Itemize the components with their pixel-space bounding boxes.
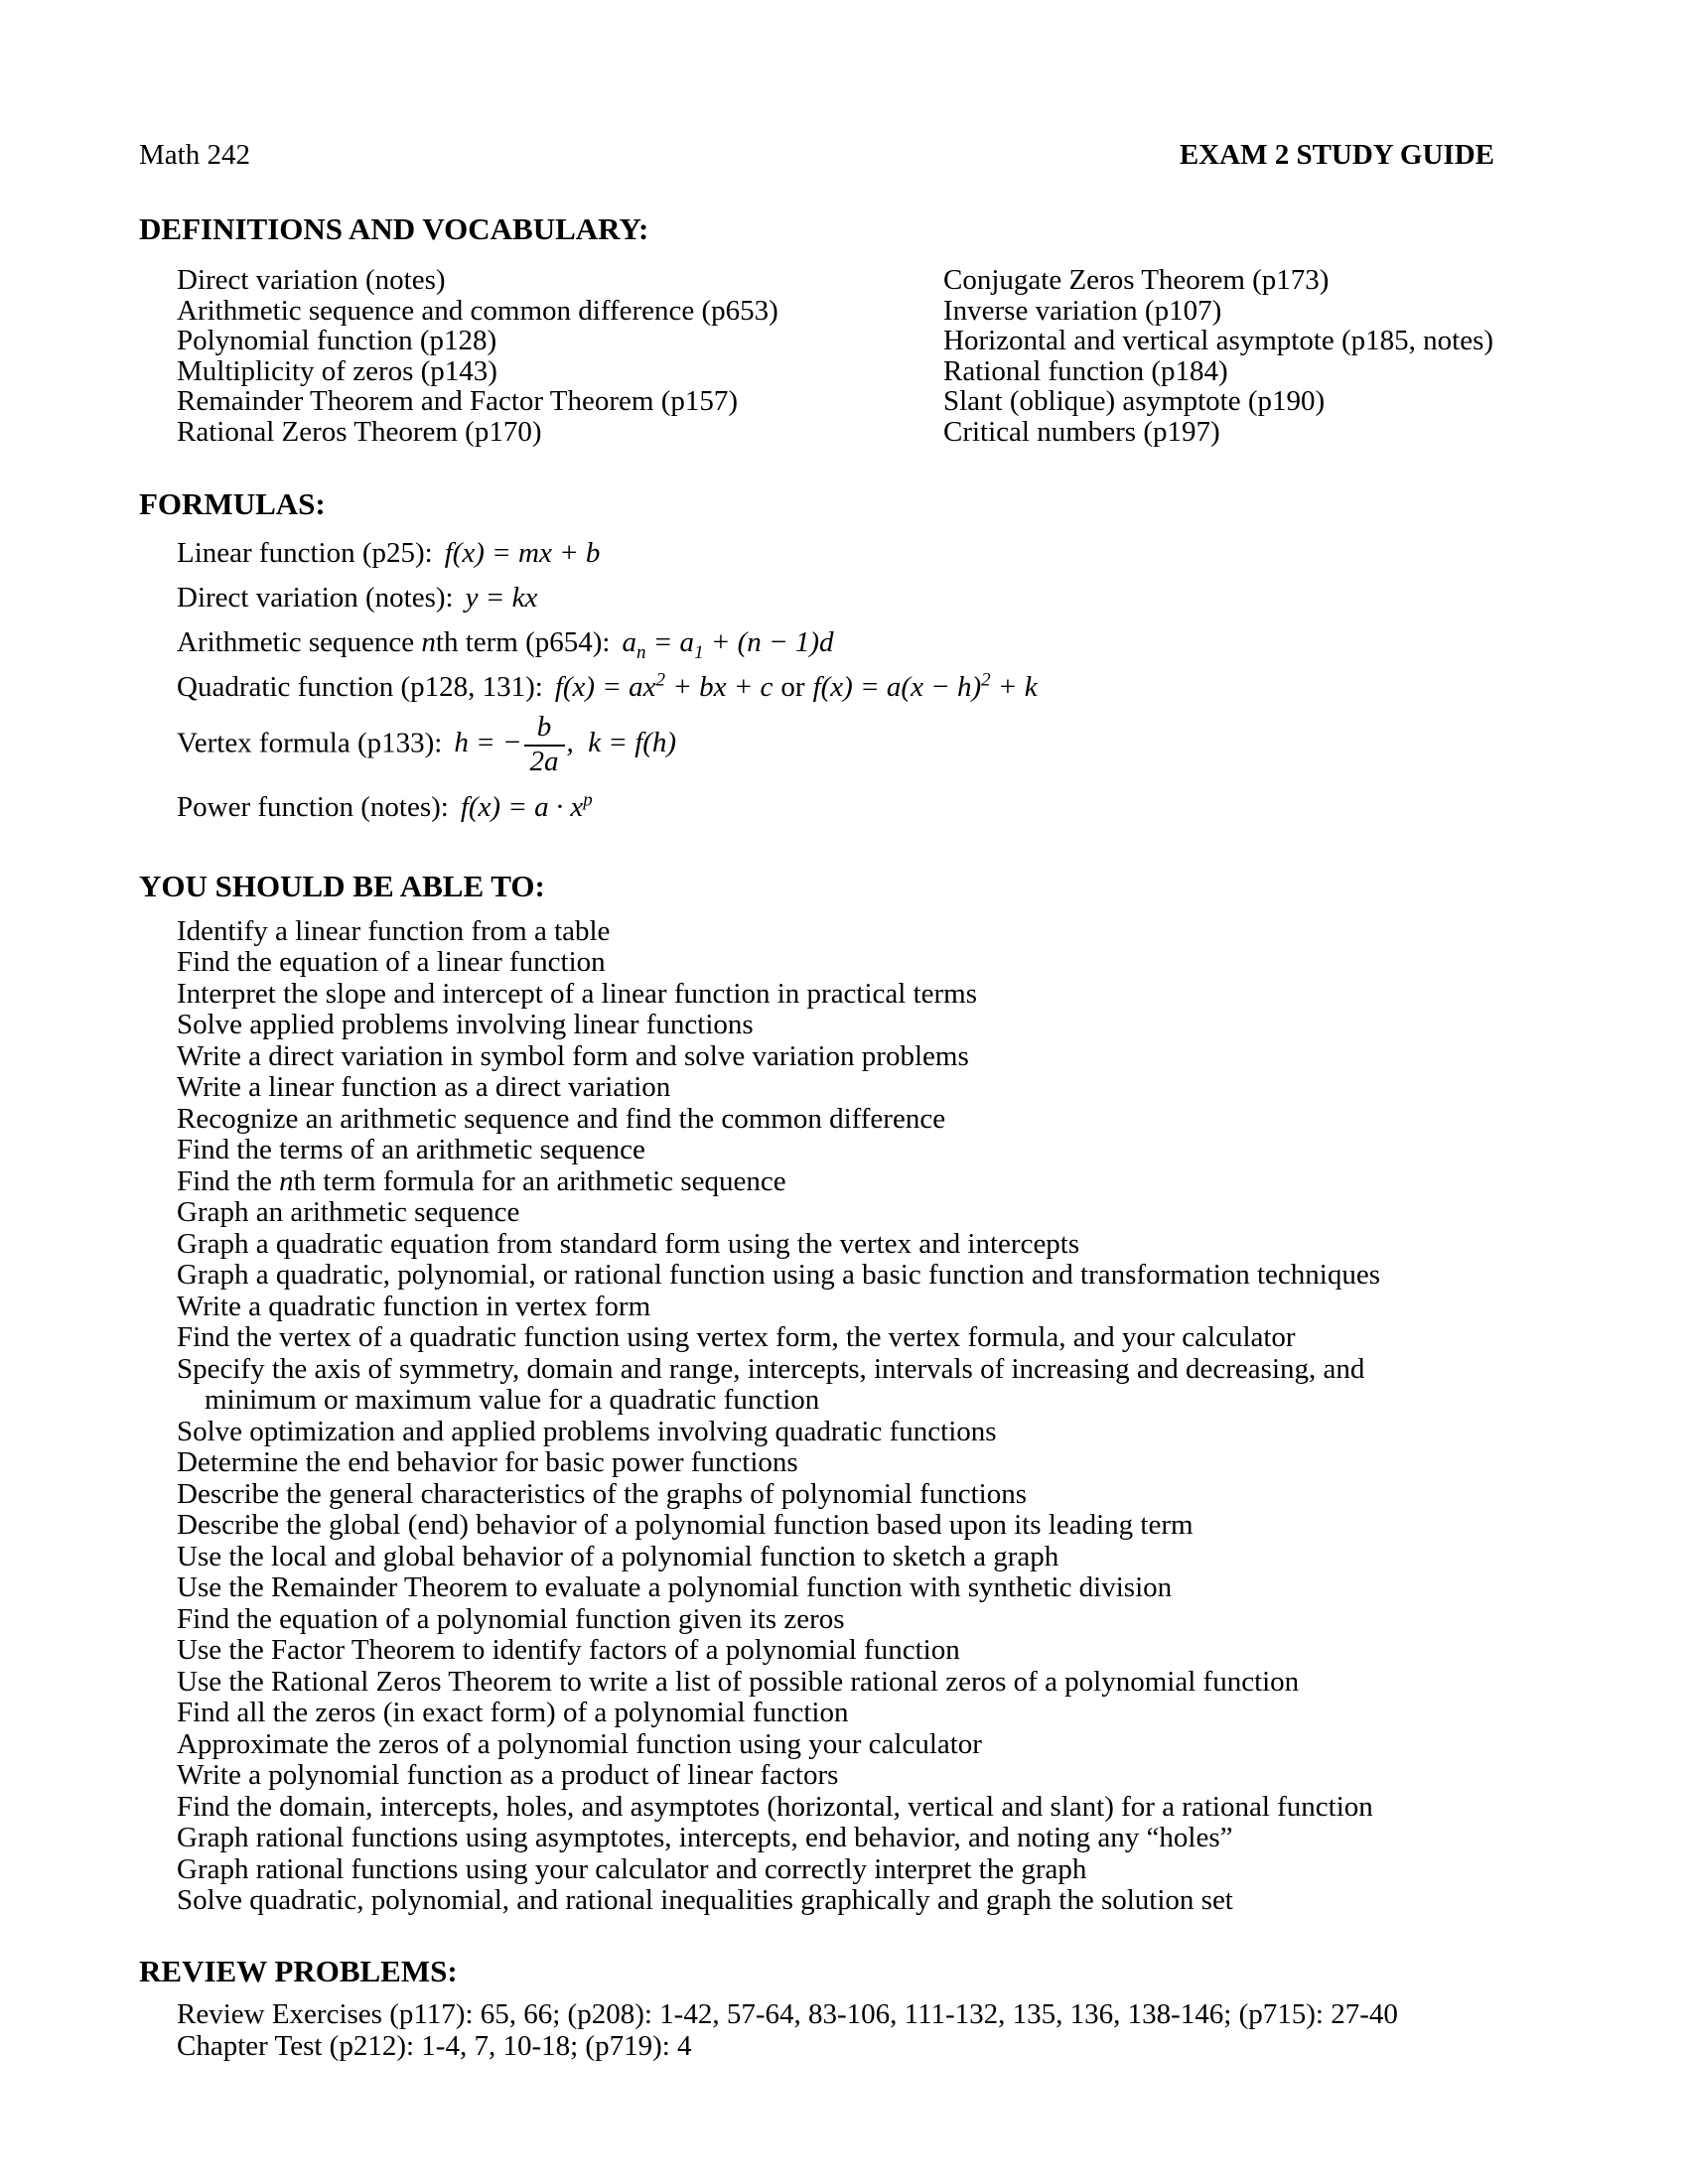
able-to-item: Graph rational functions using your calculator and correctly interpret the graph (177, 1852, 1087, 1885)
formula-vertex (177, 712, 1688, 779)
able-to-item: Solve applied problems involving linear functions (177, 1009, 754, 1041)
able-to-item: Find all the zeros (in exact form) of a polynomial function (177, 1697, 849, 1729)
able-to-item: Describe the global (end) behavior of a polynomial function based upon its leading term (177, 1509, 1194, 1542)
able-to-item: Use the Remainder Theorem to evaluate a polynomial function with synthetic division (177, 1571, 1173, 1604)
able-to-item: Solve optimization and applied problems involving quadratic functions (177, 1415, 997, 1447)
review-line: Review Exercises (p117): 65, 66; (p208): 1-42, 57-64, 83-106, 111-132, 135, 136, 138-146; (p715): 27-40 (177, 1997, 1398, 2030)
definition-item: Horizontal and vertical asymptote (p185, notes) (943, 325, 1494, 357)
definition-item: Multiplicity of zeros (p143) (177, 354, 497, 387)
able-to-item: Identify a linear function from a table (177, 914, 611, 947)
section-heading-review: REVIEW PROBLEMS: (139, 1953, 458, 1988)
review-line: Chapter Test (p212): 1-4, 7, 10-18; (p719): 4 (177, 2030, 692, 2063)
fraction: $\frac{b}{2a}$ (524, 712, 565, 779)
formula-arithmetic-sequence (177, 625, 1688, 663)
definitions-left-column (177, 265, 943, 448)
definitions-columns (177, 265, 1688, 448)
formula-label: Quadratic function (p128, 131): (177, 670, 543, 703)
review-problems-list (177, 1998, 1688, 2063)
formula-quadratic (177, 668, 1688, 704)
able-to-item: Specify the axis of symmetry, domain and range, intercepts, intervals of increasing and decreasing, and (177, 1352, 1365, 1385)
formula-label: Power function (notes): (177, 790, 449, 823)
able-to-item: Graph rational functions using asymptotes, intercepts, end behavior, and noting any “holes” (177, 1822, 1233, 1854)
formula-linear (177, 537, 1688, 570)
section-heading-able-to: YOU SHOULD BE ABLE TO: (139, 868, 545, 903)
able-to-item: Describe the general characteristics of the graphs of polynomial functions (177, 1477, 1027, 1510)
formula-math: y = kx (465, 581, 538, 614)
formula-label: Arithmetic sequence nth term (p654): (177, 625, 611, 658)
able-to-item: Use the Factor Theorem to identify factors of a polynomial function (177, 1634, 960, 1667)
able-to-item: Write a quadratic function in vertex form (177, 1290, 651, 1322)
able-to-item: Find the equation of a linear function (177, 946, 606, 979)
able-to-item: Graph a quadratic, polynomial, or rational function using a basic function and transformation techniques (177, 1259, 1381, 1292)
able-to-item: Find the equation of a polynomial function given its zeros (177, 1602, 845, 1635)
formula-math: h = − $\frac{b}{2a}$ , k = f(h) (454, 710, 677, 777)
definition-item: Critical numbers (p197) (943, 415, 1220, 448)
able-to-item: Find the nth term formula for an arithmetic sequence (177, 1164, 786, 1197)
formula-direct-variation (177, 582, 1688, 614)
able-to-item: Find the domain, intercepts, holes, and asymptotes (horizontal, vertical and slant) for a rational function (177, 1790, 1373, 1823)
page-title: EXAM 2 STUDY GUIDE (1179, 139, 1494, 171)
able-to-item: Determine the end behavior for basic power functions (177, 1446, 798, 1479)
able-to-item: Use the local and global behavior of a polynomial function to sketch a graph (177, 1540, 1059, 1572)
able-to-item: Interpret the slope and intercept of a linear function in practical terms (177, 977, 978, 1010)
definition-item: Direct variation (notes) (177, 264, 446, 296)
able-to-list (177, 916, 1688, 1917)
definition-item: Arithmetic sequence and common difference (p653) (177, 294, 778, 327)
formula-label: Linear function (p25): (177, 536, 433, 569)
definitions-right-column (943, 265, 1493, 448)
able-to-item: Graph a quadratic equation from standard form using the vertex and intercepts (177, 1227, 1080, 1260)
able-to-item: Recognize an arithmetic sequence and find the common difference (177, 1102, 946, 1135)
able-to-item: Write a direct variation in symbol form and solve variation problems (177, 1039, 969, 1072)
able-to-item: Solve quadratic, polynomial, and rational inequalities graphically and graph the solution set (177, 1884, 1233, 1917)
able-to-item: Write a polynomial function as a product of linear factors (177, 1759, 839, 1792)
able-to-item: Write a linear function as a direct variation (177, 1071, 671, 1104)
course-label: Math 242 (139, 139, 250, 171)
section-heading-formulas: FORMULAS: (139, 485, 326, 521)
formula-math: $f(x) = a \cdot x^p$ (460, 788, 593, 823)
formula-power (177, 788, 1688, 824)
definition-item: Rational Zeros Theorem (p170) (177, 415, 542, 448)
able-to-item: Find the vertex of a quadratic function using vertex form, the vertex formula, and your calculator (177, 1321, 1296, 1354)
able-to-item: Approximate the zeros of a polynomial function using your calculator (177, 1727, 982, 1760)
definition-item: Inverse variation (p107) (943, 294, 1222, 327)
page-header (139, 140, 1494, 171)
able-to-item: Find the terms of an arithmetic sequence (177, 1134, 645, 1166)
definition-item: Remainder Theorem and Factor Theorem (p157) (177, 385, 739, 418)
definition-item: Polynomial function (p128) (177, 325, 497, 357)
definition-item: Slant (oblique) asymptote (p190) (943, 385, 1326, 418)
formula-label: Vertex formula (p133): (177, 727, 443, 759)
able-to-item-continuation: minimum or maximum value for a quadratic function (205, 1384, 820, 1417)
definition-item: Rational function (p184) (943, 354, 1228, 387)
able-to-item: Use the Rational Zeros Theorem to write a list of possible rational zeros of a polynomial function (177, 1665, 1300, 1698)
definition-item: Conjugate Zeros Theorem (p173) (943, 264, 1330, 296)
formula-label: Direct variation (notes): (177, 581, 454, 614)
formula-math: f(x) = mx + b (444, 536, 601, 569)
formula-math: $a_n = a_1 + (n - 1)d$ (622, 625, 834, 663)
section-heading-definitions: DEFINITIONS AND VOCABULARY: (139, 211, 649, 246)
formula-math: $f(x) = ax^2$ + bx + c or $f(x) = a(x - h)^2 + k$ (554, 668, 1038, 703)
able-to-item: Graph an arithmetic sequence (177, 1196, 520, 1229)
